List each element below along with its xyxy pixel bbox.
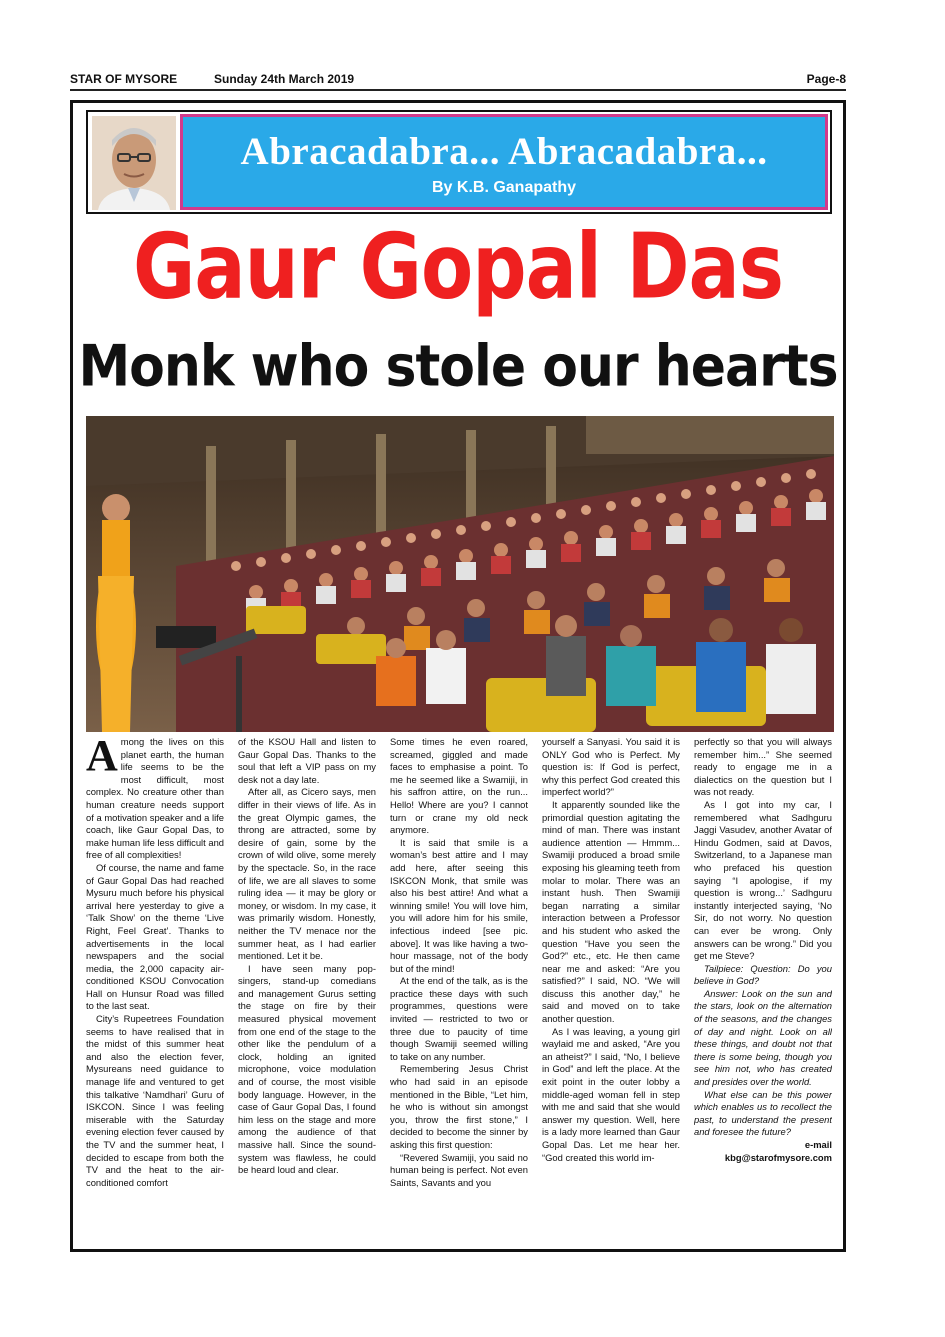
article-paragraph: Among the lives on this planet earth, the human life seems to be the most difficult, most complex. No creature other than human creature needs support of a motivation speaker and a life coach, like Gaur Gopal Das, to make human life less difficult and free of all complexities! <box>86 736 224 861</box>
article-column-3 <box>390 736 528 1241</box>
byline: By K.B. Ganapathy <box>431 179 577 196</box>
email-label: e-mail <box>804 1139 832 1150</box>
tailpiece-question: Tailpiece: Question: Do you believe in God? <box>694 962 832 987</box>
subheadline: Monk who stole our hearts <box>78 333 838 400</box>
column-title: Abracadabra... Abracadabra... <box>240 130 768 173</box>
article-paragraph: Remembering Jesus Christ who had said in an episode mentioned in the Bible, “Let him, he who is without sin amongst you, throw the first stone,” I decided to become the sinner by asking this first question: <box>390 1063 528 1150</box>
article-paragraph: perfectly so that you will always remember him...” She seemed ready to engage me in a dialectics on the question but I was not ready. <box>694 736 832 798</box>
article-paragraph: yourself a Sanyasi. You said it is ONLY God who is Perfect. My question is: If God is perfect, why this perfect God created this imperfect world?” <box>542 736 680 798</box>
article-paragraph: “Revered Swamiji, you said no human being is perfect. Not even Saints, Savants and you <box>390 1151 528 1188</box>
headline: Gaur Gopal Das <box>132 213 784 319</box>
article-paragraph: As I was leaving, a young girl waylaid me and asked, “Are you an atheist?” I said, “No, I believe in God” and left the place. At the exit point in the outer lobby a middle-aged woman fell in step with me and said that she would answer my question. Well, here is a lady more learned than Gaur Gopal Das. Let me hear her. “God created this world im- <box>542 1025 680 1163</box>
page-number: Page-8 <box>806 72 846 86</box>
article-column-2 <box>238 736 376 1241</box>
tailpiece-closing: What else can be this power which enables us to recollect the past, to understand the present and foresee the future? <box>694 1088 832 1138</box>
banner-title-box <box>180 114 828 210</box>
column-banner <box>86 110 832 214</box>
tailpiece-answer: Answer: Look on the sun and the stars, look on the alternation of the seasons, and the changes of day and night. Look on all these things, and doubt not that there is some being, though you see him not, who has created and presides over the world. <box>694 987 832 1088</box>
article-paragraph: of the KSOU Hall and listen to Gaur Gopal Das. Thanks to the soul that left a VIP pass on my desk not a day late. <box>238 736 376 785</box>
article-column-5 <box>694 736 832 1241</box>
article-paragraph: At the end of the talk, as is the practice these days with such programmes, questions were invited — restricted to two or three due to paucity of time though Swamiji seemed willing to take on any number. <box>390 975 528 1062</box>
article-paragraph: It is said that smile is a woman’s best attire and I may add here, after seeing this ISKCON Monk, that smile was also his best attire! And what a winning smile! You will love him, you will adore him for his smile, infectious indeed [see pic. above]. It was like having a two-hour massage, not of the body but of the mind! <box>390 836 528 974</box>
article-paragraph: After all, as Cicero says, men differ in their views of life. As in the great Olympic games, the throng are attracted, some by desire of gain, some by the crown of wild olive, some merely by the spectacle. So, in the race of life, we are all slaves to some ruling idea — it may be glory or money, or wisdom. In my case, it was primarily wisdom. Honestly, neither the TV menace nor the summer heat, as I had earlier mentioned. Let it be. <box>238 786 376 962</box>
publication-name: STAR OF MYSORE <box>70 72 178 86</box>
page-header <box>70 72 846 88</box>
article-paragraph: Of course, the name and fame of Gaur Gopal Das had reached Mysuru much before his physical arrival here yesterday to give a ‘Talk Show’ on the theme ‘Live Right, Feel Great’. Thanks to advertisements in the local newspapers and the social media, the 2,000 capacity air-conditioned KSOU Convocation Hall on Hunsur Road was filled to the last seat. <box>86 861 224 1012</box>
author-email[interactable]: kbg@starofmysore.com <box>724 1151 832 1163</box>
drop-cap: A <box>86 736 118 780</box>
article-paragraph: As I got into my car, I remembered what Sadhguru Jaggi Vasudev, another Avatar of Hindu Godmen, said at Davos, Switzerland, to a Japanese man who prefaced his question saying “I apologise, if my question is wrong...’ Sadhguru instantly interjected saying, ‘No Sir, do not worry. No question can ever be wrong. Only answers can be wrong.” Did you get me Steve? <box>694 798 832 962</box>
article-body <box>86 736 832 1241</box>
article-paragraph: City’s Rupeetrees Foundation seems to have realised that in the midst of this summer heat and also the election fever, Mysureans need guidance to manage life and ventured to get this talkative ‘Namdhari’ Guru of ISKCON. Since I was feeling miserable with the Saturday evening election fever caused by the TV and the summer heat, I decided to escape from both the TV and the heat to the air-conditioned comfort <box>86 1013 224 1188</box>
article-column-4 <box>542 736 680 1241</box>
article-paragraph: It apparently sounded like the primordial question agitating the mind of man. There was instant audience attention — Hmmm... Swamiji produced a broad smile exposing his gleaming teeth from molar to molar. There was an instant hush. Then Swamiji began narrating a similar interaction between a Professor and his student who asked the question “Have you seen the God?” etc., etc. He then came near me and asked: “Are you satisfied?” I said, NO. “We will discuss this another day,” he said and moved on to take another question. <box>542 798 680 1025</box>
article-column-1 <box>86 736 224 1241</box>
issue-date: Sunday 24th March 2019 <box>214 72 355 86</box>
author-portrait <box>92 116 176 210</box>
article-paragraph: Some times he even roared, screamed, giggled and made faces to emphasise a point. To me he seemed like a Swamiji, in his saffron attire, on the run... Hello! Where are you? I cannot turn or crane my old neck anymore. <box>390 736 528 836</box>
header-rule <box>70 89 846 91</box>
article-paragraph: I have seen many pop-singers, stand-up comedians and management Gurus setting the stage on fire by their measured physical movement from one end of the stage to the other like the pendulum of a clock, holding an ignited microphone, voice modulation and of course, the most visible body language. However, in the case of Gaur Gopal Das, I found him less on the stage and more among the audience of that massive hall. Since the sound-system was flawless, he could be heard loud and clear. <box>238 962 376 1176</box>
event-photo <box>86 416 834 732</box>
